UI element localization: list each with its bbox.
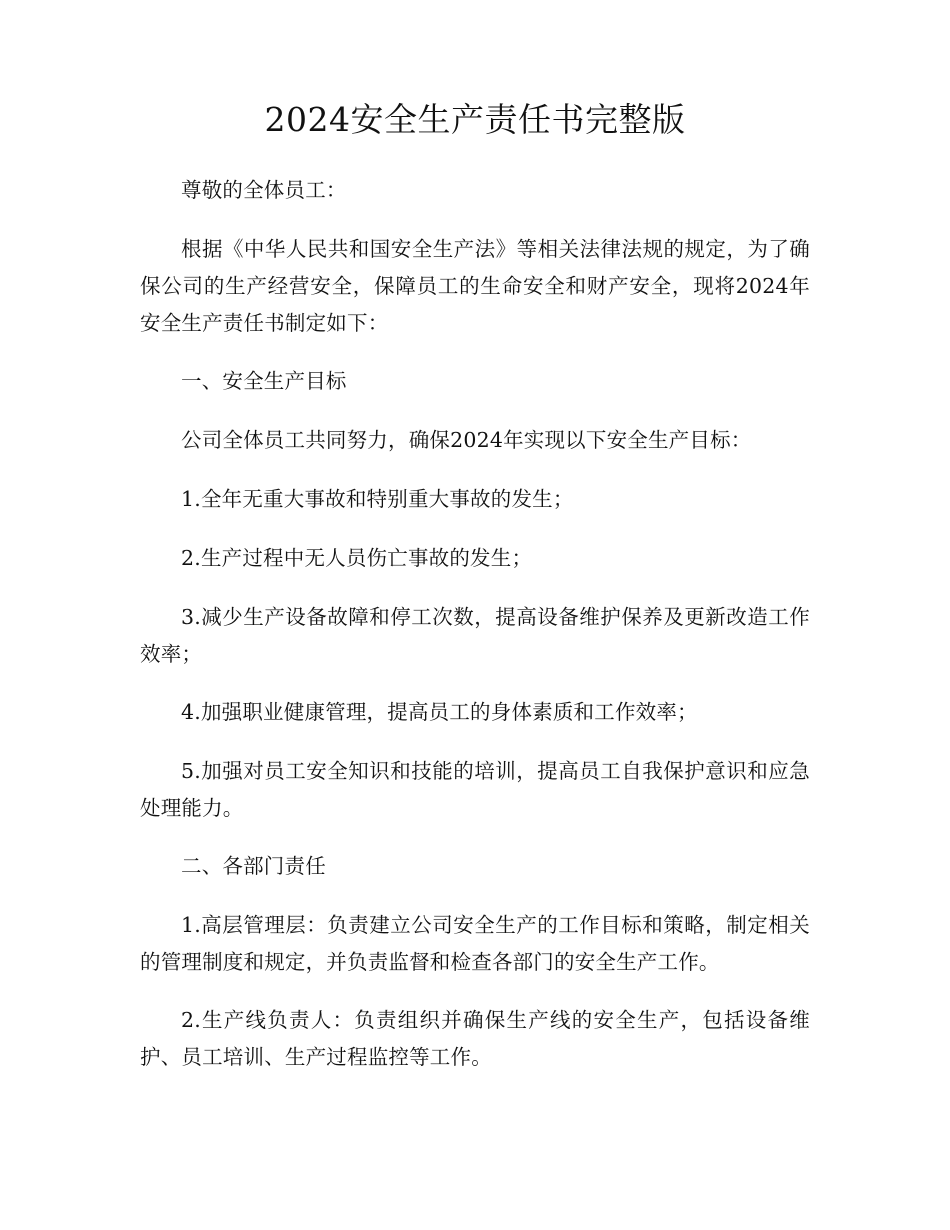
document-body <box>140 172 810 1097</box>
goal-item-4: 4.加强职业健康管理，提高员工的身体素质和工作效率； <box>181 700 698 724</box>
responsibility-item-1: 1.高层管理层：负责建立公司安全生产的工作目标和策略，制定相关的管理制度和规定，并负责监督和检查各部门的安全生产工作。 <box>140 913 810 974</box>
section-heading-responsibilities: 二、各部门责任 <box>181 854 326 878</box>
intro-paragraph: 根据《中华人民共和国安全生产法》等相关法律法规的规定，为了确保公司的生产经营安全，保障员工的生命安全和财产安全，现将2024年安全生产责任书制定如下： <box>140 237 810 335</box>
document-title: 2024安全生产责任书完整版 <box>264 100 686 139</box>
goals-intro: 公司全体员工共同努力，确保2024年实现以下安全生产目标： <box>181 428 752 452</box>
section-heading-goals: 一、安全生产目标 <box>181 369 347 393</box>
responsibility-item-2: 2.生产线负责人：负责组织并确保生产线的安全生产，包括设备维护、员工培训、生产过程监控等工作。 <box>140 1008 810 1069</box>
greeting: 尊敬的全体员工： <box>181 178 347 202</box>
goal-item-1: 1.全年无重大事故和特别重大事故的发生； <box>181 487 574 511</box>
goal-item-3: 3.减少生产设备故障和停工次数，提高设备维护保养及更新改造工作效率； <box>140 605 810 666</box>
goal-item-2: 2.生产过程中无人员伤亡事故的发生； <box>181 546 533 570</box>
goal-item-5: 5.加强对员工安全知识和技能的培训，提高员工自我保护意识和应急处理能力。 <box>140 759 810 820</box>
